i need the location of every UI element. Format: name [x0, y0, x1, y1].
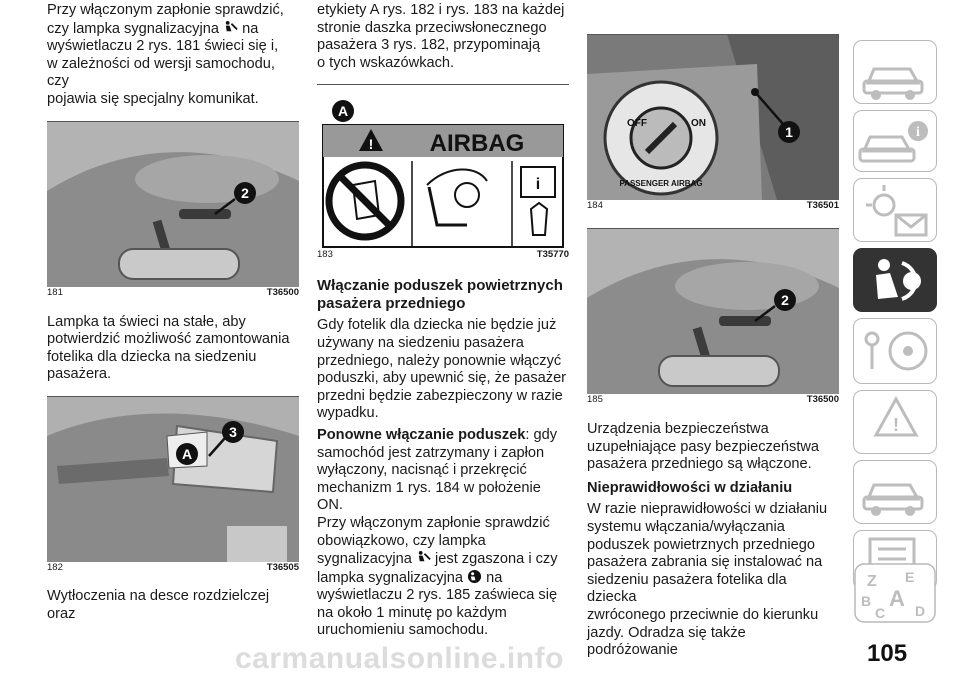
index-tab-driving[interactable]: [853, 318, 937, 384]
passenger-airbag-ring-text: PASSENGER AIRBAG: [619, 179, 703, 188]
text-line: wyświetlaczu 2 rys. 185 zaświeca się: [317, 587, 558, 604]
text-line: na: [242, 20, 259, 37]
callout-number: 2: [241, 184, 249, 201]
paragraph: [587, 501, 839, 659]
figure-caption: [47, 562, 299, 574]
figure-number: 184: [587, 200, 603, 211]
text-line: : gdy: [525, 426, 558, 443]
figure-183: [317, 84, 569, 261]
figure-185: [587, 228, 839, 406]
paragraph: [47, 2, 299, 109]
text-line: w zależności od wersji samochodu, czy: [47, 55, 275, 90]
figure-183-image: [317, 84, 569, 249]
index-tab-warning-lights[interactable]: [853, 178, 937, 242]
bold-lead: Ponowne włączanie poduszek: [317, 426, 526, 443]
figure-number: 185: [587, 394, 603, 405]
watermark: carmanualsonline.info: [235, 642, 564, 675]
figure-181: [47, 121, 299, 299]
airbag-switch-illustration: [587, 34, 839, 200]
text-line: siedzeniu pasażera fotelika dla dziecka: [587, 571, 787, 606]
text-line: obowiązkowo, czy lampka: [317, 532, 486, 549]
index-letter: D: [915, 603, 926, 619]
text-line: czy lampka sygnalizacyjna: [47, 20, 219, 37]
index-tab-alphabetical[interactable]: [853, 562, 937, 624]
marker-letter: A: [181, 445, 193, 462]
text-line: stronie daszka przeciwsłonecznego: [317, 19, 547, 36]
text-line: etykiety A rys. 182 i rys. 183 na każdej: [317, 2, 565, 18]
index-letter: A: [889, 586, 905, 611]
figure-185-image: [587, 228, 839, 394]
alphabetical-index-icon: [853, 562, 937, 624]
callout-number: 3: [229, 423, 237, 440]
text-line: uruchomieniu samochodu.: [317, 622, 489, 639]
paragraph: [317, 2, 569, 72]
text-line: Przy włączonym zapłonie sprawdzić,: [47, 2, 284, 18]
text-line: pasażera.: [47, 366, 112, 383]
text-line: pasażera 3 rys. 182, przypominają: [317, 37, 541, 54]
figure-caption: [47, 287, 299, 299]
text-line: poduszek powietrznych przedniego: [587, 536, 815, 553]
text-line: sygnalizacyjna: [317, 551, 412, 568]
text-line: wyświetlaczu 2 rys. 181 świeci się i,: [47, 38, 279, 55]
airbag-seat-icon: [854, 249, 938, 313]
text-line: pasażera zabrania się instalować na: [587, 554, 823, 571]
column-2: [317, 0, 569, 640]
text-line: na: [486, 569, 503, 586]
figure-number: 183: [317, 249, 333, 261]
text-line: pasażera przedniego są włączone.: [587, 456, 812, 473]
text-line: Lampka ta świeci na stałe, aby: [47, 313, 246, 330]
text-line: wyłączony, nacisnąć i przekręcić: [317, 462, 527, 479]
paragraph: [317, 317, 569, 423]
off-label: OFF: [627, 118, 647, 129]
passenger-airbag-off-icon: [416, 550, 431, 565]
warning-light-icon: [854, 179, 938, 243]
text-line: pojawia się specjalny komunikat.: [47, 90, 259, 107]
overhead-console-illustration: [587, 228, 839, 394]
figure-182-image: [47, 396, 299, 562]
warning-triangle-icon: [854, 391, 938, 455]
figure-caption: [587, 394, 839, 406]
figure-number: 182: [47, 561, 63, 573]
text-line: jazdy. Odradza się także podróżowanie: [587, 624, 746, 659]
index-tab-maintenance[interactable]: [853, 460, 937, 524]
figure-code: T36501: [806, 200, 839, 211]
column-3: [587, 0, 839, 660]
text-line: Gdy fotelik dla dziecka nie będzie już: [317, 317, 557, 334]
text-line: fotelika dla dziecka na siedzeniu: [47, 348, 257, 365]
text-line: używany na siedzeniu pasażera: [317, 334, 524, 351]
index-letter: C: [875, 605, 886, 621]
text-line: poduszki, aby upewnić się, że pasażer: [317, 370, 567, 387]
car-info-icon: [854, 111, 938, 173]
text-line: samochód jest zatrzymany i zapłon: [317, 444, 545, 461]
text-line: W razie nieprawidłowości w działaniu: [587, 501, 828, 518]
text-line: uzupełniające pasy bezpieczeństwa: [587, 438, 820, 455]
figure-caption: [317, 249, 569, 261]
figure-182: [47, 396, 299, 574]
index-tab-info[interactable]: [853, 110, 937, 172]
svg-text:!: !: [368, 136, 374, 153]
figure-caption: [587, 200, 839, 212]
figure-code: T36500: [806, 394, 839, 405]
figure-184: [587, 34, 839, 212]
passenger-airbag-off-icon: [223, 20, 238, 35]
paragraph: Wytłoczenia na desce rozdzielczej oraz: [47, 587, 270, 622]
text-line: zwróconego przeciwnie do kierunku: [587, 606, 819, 623]
page-number: 105: [867, 640, 908, 667]
text-line: systemu włączania/wyłączania: [587, 518, 785, 535]
callout-number: 1: [785, 124, 793, 140]
figure-181-image: [47, 121, 299, 287]
text-line: mechanizm 1 rys. 184 w położenie ON.: [317, 479, 541, 514]
overhead-console-illustration: [47, 121, 299, 287]
text-line: o tych wskazówkach.: [317, 54, 455, 71]
on-label: ON: [691, 118, 706, 129]
heading-line: Włączanie poduszek powietrznych: [317, 277, 563, 295]
text-line: Urządzenia bezpieczeństwa: [587, 421, 769, 437]
index-tab-vehicle[interactable]: [853, 40, 937, 104]
section-heading: Nieprawidłowości w działaniu: [587, 479, 793, 496]
svg-text:!: !: [893, 415, 899, 435]
index-letter: Z: [867, 573, 877, 590]
svg-text:i: i: [535, 176, 541, 194]
heading-line: pasażera przedniego: [317, 295, 466, 313]
airbag-label-illustration: [317, 85, 569, 249]
index-letter: E: [905, 569, 915, 585]
text-line: Przy włączonym zapłonie sprawdzić: [317, 514, 550, 531]
text-line: lampka sygnalizacyjna: [317, 569, 464, 586]
paragraph: [47, 314, 299, 384]
index-tab-emergency[interactable]: [853, 390, 937, 454]
marker-letter: A: [337, 103, 349, 120]
column-1: [47, 0, 299, 623]
text-line: przedni będzie zabezpieczony w razie: [317, 387, 563, 404]
svg-text:i: i: [916, 125, 920, 140]
text-line: jest zgaszona i czy: [435, 551, 558, 568]
figure-code: T35770: [536, 249, 569, 261]
text-line: na około 1 minutę po każdym: [317, 604, 507, 621]
text-line: potwierdzić możliwość zamontowania: [47, 331, 290, 348]
text-line: wypadku.: [317, 405, 379, 422]
figure-184-image: [587, 34, 839, 200]
section-heading: [317, 277, 569, 313]
text-line: przedniego, należy ponownie włączyć: [317, 352, 562, 369]
index-letter: B: [861, 593, 872, 609]
passenger-airbag-on-icon: [467, 569, 482, 584]
key-steering-wheel-icon: [854, 319, 938, 385]
paragraph: [317, 427, 569, 640]
index-tab-safety[interactable]: [853, 248, 937, 312]
figure-number: 181: [47, 286, 63, 298]
callout-number: 2: [781, 292, 789, 308]
paragraph: [587, 421, 839, 474]
figure-code: T36500: [266, 286, 299, 298]
airbag-label-text: AIRBAG: [429, 130, 525, 158]
figure-code: T36505: [266, 561, 299, 573]
car-service-icon: [854, 461, 938, 525]
sun-visor-illustration: [47, 396, 299, 562]
car-icon: [854, 41, 938, 105]
